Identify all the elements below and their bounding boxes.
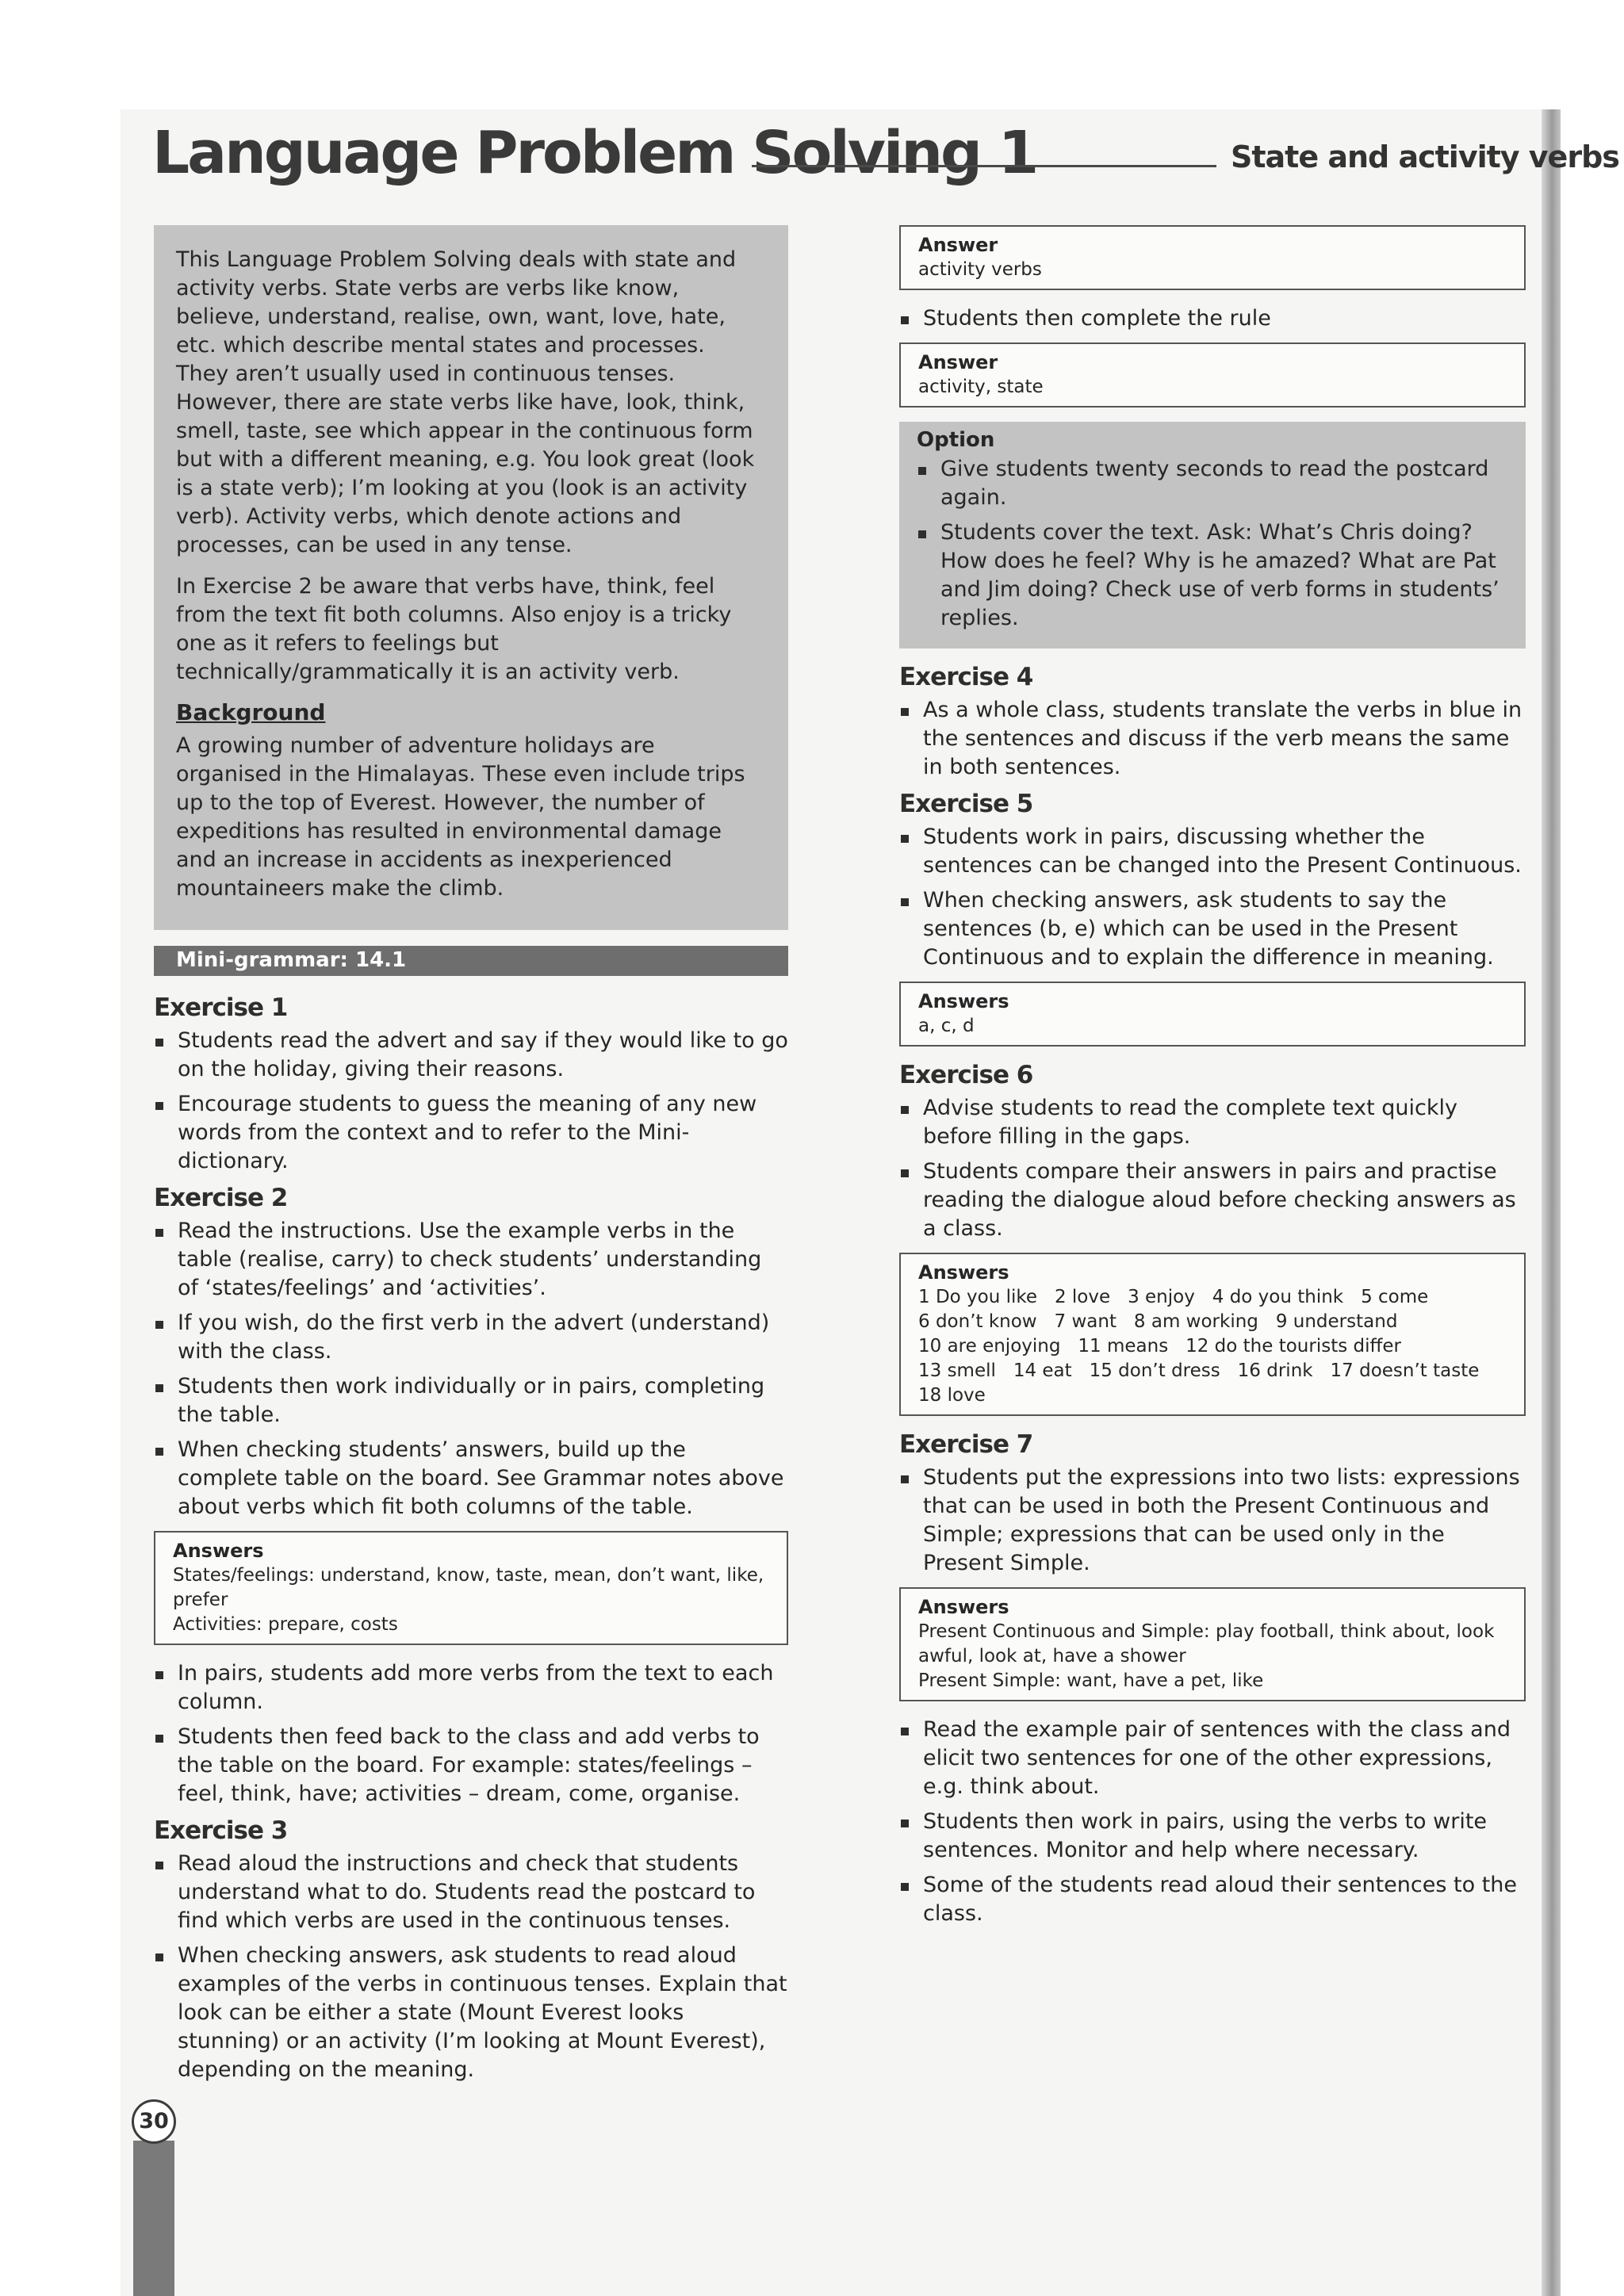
answers-line: a, c, d bbox=[918, 1016, 975, 1036]
bullet-icon bbox=[155, 1384, 163, 1392]
bullet-icon bbox=[901, 1883, 909, 1891]
background-heading: Background bbox=[176, 699, 326, 725]
list-item: If you wish, do the first verb in the advert (understand) with the class. bbox=[154, 1309, 788, 1366]
bullet-icon bbox=[901, 316, 909, 324]
page-edge-shadow bbox=[1542, 109, 1561, 2296]
page-number: 30 bbox=[132, 2099, 176, 2144]
bullet-icon bbox=[155, 1229, 163, 1237]
answers-line: 1 Do you like 2 love 3 enjoy 4 do you think 5 come bbox=[918, 1287, 1429, 1307]
exercise-2-list-after bbox=[154, 1659, 788, 1808]
bullet-icon bbox=[901, 898, 909, 906]
bullet-icon bbox=[918, 530, 926, 538]
list-item: Students put the expressions into two lists: expressions that can be used in both the Present Continuous and Simple; expressions that can be used only in the Present Simple. bbox=[899, 1464, 1526, 1578]
bullet-icon bbox=[155, 1862, 163, 1869]
exercise-7-list bbox=[899, 1464, 1526, 1578]
exercise-6-list bbox=[899, 1094, 1526, 1243]
left-column bbox=[154, 225, 788, 2091]
bullet-icon bbox=[155, 1321, 163, 1329]
exercise-6-heading: Exercise 6 bbox=[899, 1061, 1033, 1089]
right-column bbox=[899, 225, 1526, 1934]
exercise-5-list bbox=[899, 823, 1526, 972]
list-item: Read the instructions. Use the example verbs in the table (realise, carry) to check students’ understanding of ‘states/feelings’ and ‘activities’. bbox=[154, 1217, 788, 1303]
answer-label: Answer bbox=[918, 351, 998, 373]
exercise-7-list-after bbox=[899, 1716, 1526, 1928]
list-item: Read the example pair of sentences with the class and elicit two sentences for one of the other expressions, e.g. think about. bbox=[899, 1716, 1526, 1801]
exercise-2-heading: Exercise 2 bbox=[154, 1184, 288, 1212]
exercise-7-answers bbox=[899, 1587, 1526, 1701]
answers-label: Answers bbox=[918, 1596, 1009, 1618]
option-list bbox=[917, 455, 1510, 633]
list-item: Encourage students to guess the meaning of any new words from the context and to refer to the Mini-dictionary. bbox=[154, 1090, 788, 1176]
bullet-icon bbox=[918, 467, 926, 475]
answers-line: 6 don’t know 7 want 8 am working 9 understand bbox=[918, 1311, 1398, 1332]
answer-text: activity, state bbox=[918, 377, 1044, 397]
list-item: In pairs, students add more verbs from the text to each column. bbox=[154, 1659, 788, 1716]
exercise-4-list bbox=[899, 696, 1526, 782]
title-rule bbox=[752, 165, 1216, 167]
background-text: A growing number of adventure holidays are organised in the Himalayas. These even include trips up to the top of Everest. However, the number of expeditions has resulted in environmental damage and an increase in accidents as inexperienced mountaineers make the climb. bbox=[176, 733, 745, 901]
list-item: When checking answers, ask students to read aloud examples of the verbs in continuous tenses. Explain that look can be either a state (Mount Everest looks stunning) or an activity (I’m looking at Mount Everest), depending on the meaning. bbox=[154, 1942, 788, 2084]
page-tab bbox=[133, 2141, 174, 2296]
list-item: As a whole class, students translate the verbs in blue in the sentences and discuss if the verb means the same in both sentences. bbox=[899, 696, 1526, 782]
list-item: When checking answers, ask students to say the sentences (b, e) which can be used in the Present Continuous and to explain the difference in meaning. bbox=[899, 886, 1526, 972]
answer-box-b bbox=[899, 342, 1526, 408]
exercise-7-heading: Exercise 7 bbox=[899, 1430, 1033, 1459]
bullet-icon bbox=[901, 708, 909, 716]
exercise-3-heading: Exercise 3 bbox=[154, 1816, 288, 1845]
exercise-2-list bbox=[154, 1217, 788, 1521]
list-item: Students cover the text. Ask: What’s Chris doing? How does he feel? Why is he amazed? What are Pat and Jim doing? Check use of verb forms in students’ replies. bbox=[917, 519, 1510, 633]
list-item: Students read the advert and say if they would like to go on the holiday, giving their reasons. bbox=[154, 1027, 788, 1084]
list-item: Students then work individually or in pairs, completing the table. bbox=[154, 1372, 788, 1429]
answers-line: Present Simple: want, have a pet, like bbox=[918, 1670, 1264, 1691]
bullet-icon bbox=[155, 1039, 163, 1047]
bullet-icon bbox=[901, 1820, 909, 1827]
list-item: Students compare their answers in pairs and practise reading the dialogue aloud before checking answers as a class. bbox=[899, 1158, 1526, 1243]
answers-label: Answers bbox=[918, 1261, 1009, 1284]
exercise-3-list bbox=[154, 1850, 788, 2084]
list-item: Students then work in pairs, using the verbs to write sentences. Monitor and help where necessary. bbox=[899, 1808, 1526, 1865]
bullet-icon bbox=[155, 1671, 163, 1679]
exercise-5-heading: Exercise 5 bbox=[899, 790, 1033, 818]
list-item: Advise students to read the complete text quickly before filling in the gaps. bbox=[899, 1094, 1526, 1151]
bullet-icon bbox=[901, 1106, 909, 1114]
answers-line: 13 smell 14 eat 15 don’t dress 16 drink 17 doesn’t taste bbox=[918, 1360, 1480, 1381]
exercise-4-heading: Exercise 4 bbox=[899, 663, 1033, 691]
page-title: Language Problem Solving 1 bbox=[152, 119, 1037, 187]
intro-box bbox=[154, 225, 788, 930]
list-item: Students then feed back to the class and add verbs to the table on the board. For example: states/feelings – feel, think, have; activities – dream, come, organise. bbox=[154, 1723, 788, 1808]
intro-paragraph: This Language Problem Solving deals with state and activity verbs. State verbs are verbs like know, believe, understand, realise, own, want, love, hate, etc. which describe mental states and processes. They aren’t usually used in continuous tenses. However, there are state verbs like have, look, think, smell, taste, see which appear in the continuous form but with a different meaning, e.g. You look great (look is a state verb); I’m looking at you (look is an activity verb). Activity verbs, which denote actions and processes, can be used in any tense. bbox=[176, 247, 755, 557]
answers-label: Answers bbox=[918, 990, 1009, 1012]
bullet-icon bbox=[155, 1735, 163, 1743]
answers-line: Present Continuous and Simple: play football, think about, look awful, look at, have a shower bbox=[918, 1621, 1495, 1667]
exercise-6-answers bbox=[899, 1253, 1526, 1416]
page-subtitle: State and activity verbs bbox=[1231, 140, 1619, 174]
list-item: Students work in pairs, discussing whether the sentences can be changed into the Present Continuous. bbox=[899, 823, 1526, 880]
bullet-icon bbox=[901, 1169, 909, 1177]
answers-line: 18 love bbox=[918, 1385, 986, 1406]
exercise-1-list bbox=[154, 1027, 788, 1176]
bullet-icon bbox=[901, 835, 909, 843]
exercise-2-answers bbox=[154, 1531, 788, 1645]
bullet-icon bbox=[901, 1728, 909, 1735]
bullet-icon bbox=[901, 1475, 909, 1483]
intro-paragraph: In Exercise 2 be aware that verbs have, think, feel from the text fit both columns. Also enjoy is a tricky one as it refers to feelings but technically/grammatically it is an activity verb. bbox=[176, 574, 732, 684]
bullet-icon bbox=[155, 1448, 163, 1456]
exercise-1-heading: Exercise 1 bbox=[154, 993, 288, 1022]
option-box bbox=[899, 422, 1526, 649]
list-item: Read aloud the instructions and check that students understand what to do. Students read the postcard to find which verbs are used in the continuous tenses. bbox=[154, 1850, 788, 1935]
exercise-5-answers bbox=[899, 982, 1526, 1047]
list-item: Some of the students read aloud their sentences to the class. bbox=[899, 1871, 1526, 1928]
option-label: Option bbox=[917, 428, 995, 452]
bullet-icon bbox=[155, 1954, 163, 1961]
bullet-icon bbox=[155, 1102, 163, 1110]
answer-label: Answer bbox=[918, 234, 998, 256]
answer-text: activity verbs bbox=[918, 259, 1042, 280]
list-item: Students then complete the rule bbox=[899, 304, 1526, 333]
answer-box-a bbox=[899, 225, 1526, 290]
answers-line: Activities: prepare, costs bbox=[173, 1614, 398, 1635]
answers-label: Answers bbox=[173, 1540, 264, 1562]
list-item: When checking students’ answers, build up the complete table on the board. See Grammar notes above about verbs which fit both columns of the table. bbox=[154, 1436, 788, 1521]
mini-grammar-bar: Mini-grammar: 14.1 bbox=[154, 946, 788, 976]
answers-line: States/feelings: understand, know, taste, mean, don’t want, like, prefer bbox=[173, 1565, 764, 1610]
rule-list bbox=[899, 304, 1526, 333]
answers-line: 10 are enjoying 11 means 12 do the tourists differ bbox=[918, 1336, 1401, 1357]
list-item: Give students twenty seconds to read the postcard again. bbox=[917, 455, 1510, 512]
